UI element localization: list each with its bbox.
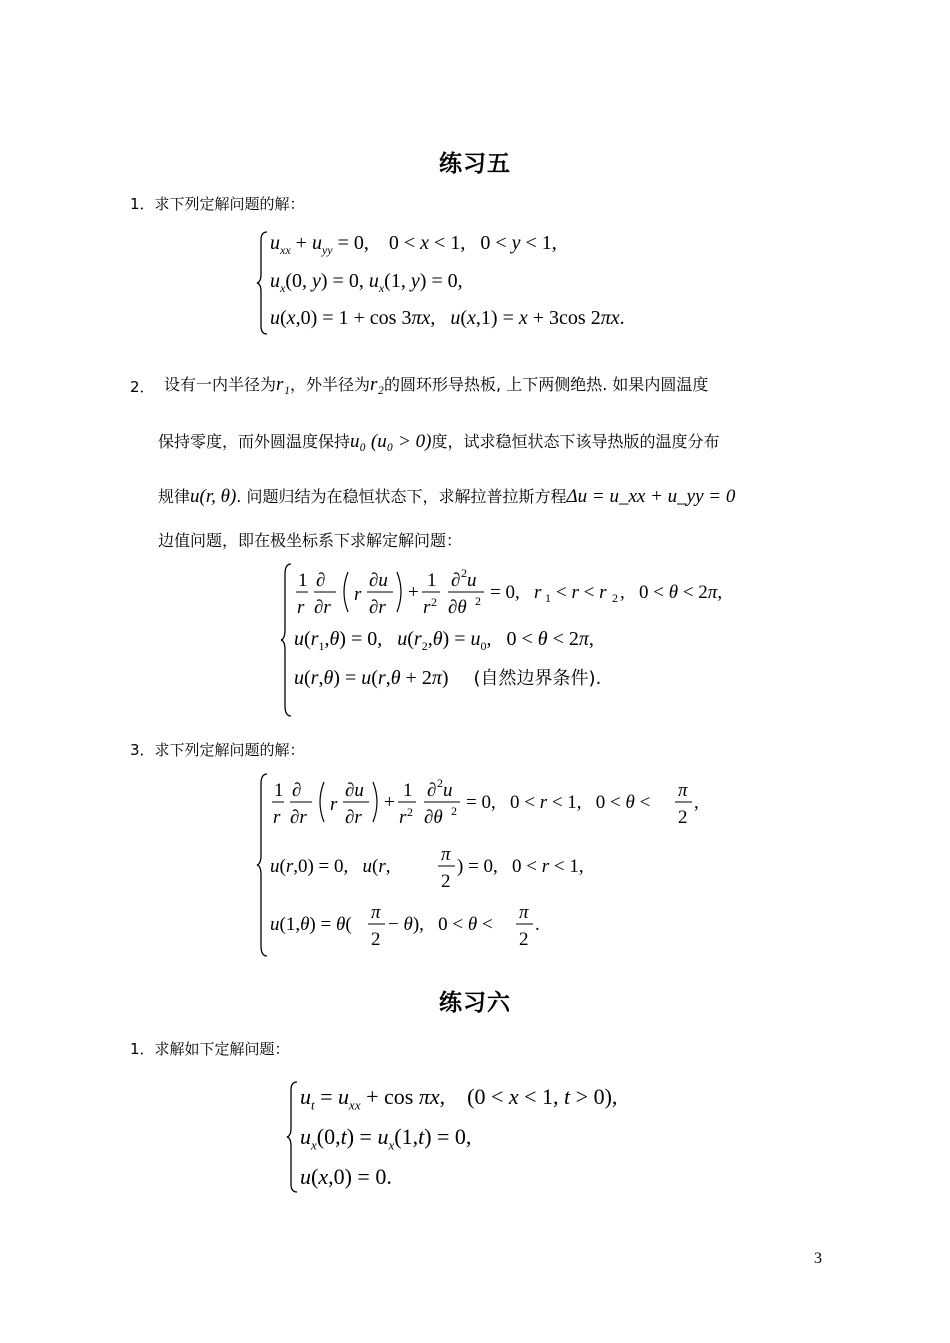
svg-text:∂r: ∂r bbox=[345, 807, 362, 828]
problem-number: 1．求解如下定解问题： bbox=[130, 1040, 290, 1058]
equation-system bbox=[256, 770, 736, 960]
svg-text:∂: ∂ bbox=[451, 570, 461, 591]
svg-text:1: 1 bbox=[545, 591, 551, 605]
svg-text:∂: ∂ bbox=[427, 780, 437, 801]
svg-text:1: 1 bbox=[274, 780, 284, 801]
svg-text:∂r: ∂r bbox=[290, 807, 307, 828]
svg-text:) = 0, 0 < r < 1,: ) = 0, 0 < r < 1, bbox=[457, 856, 584, 877]
equation-system bbox=[256, 228, 716, 338]
equation-line: u(x,0) = 1 + cos 3πx, u(x,1) = x + 3cos 2πx. bbox=[270, 307, 625, 329]
svg-text:1: 1 bbox=[427, 570, 437, 591]
problem-text: 求下列定解问题的解： bbox=[154, 741, 305, 759]
svg-text:2: 2 bbox=[612, 591, 618, 605]
svg-text:< r < r: < r < r bbox=[556, 582, 607, 603]
left-brace-icon bbox=[256, 228, 270, 338]
problem-number: 1．求下列定解问题的解： bbox=[130, 195, 305, 213]
svg-text:2: 2 bbox=[475, 594, 481, 608]
equation-line bbox=[270, 844, 670, 894]
section-title-6: 练习六 bbox=[439, 990, 511, 1016]
laplace-polar-equation bbox=[270, 774, 730, 832]
svg-text:∂: ∂ bbox=[316, 570, 326, 591]
svg-text:,: , bbox=[694, 792, 699, 813]
svg-text:2: 2 bbox=[519, 929, 529, 950]
page-number: 3 bbox=[814, 1250, 822, 1267]
svg-text:r: r bbox=[423, 597, 431, 618]
problem-text-line: 保持零度，而外圆温度保持u₀ (u₀ > 0)度，试求稳恒状态下该导热版的温度分布 bbox=[158, 431, 720, 452]
svg-text:.: . bbox=[535, 914, 540, 935]
equation-line bbox=[270, 902, 670, 952]
equation-line: $u_x(0,t) = u_x(1,t) = 0$, bbox=[300, 1124, 472, 1153]
left-brace-icon bbox=[286, 1078, 300, 1196]
svg-text:r: r bbox=[273, 807, 281, 828]
svg-text:1: 1 bbox=[298, 570, 308, 591]
equation-line: $u_{xx} + u_{yy} = 0$, 0 < x < 1, 0 < y < 1, bbox=[270, 232, 557, 257]
problem-text-line: 设有一内半径为r₁，外半径为r₂的圆环形导热板, 上下两侧绝热. 如果内圆温度 bbox=[164, 374, 709, 395]
svg-text:r: r bbox=[330, 794, 338, 815]
svg-text:r: r bbox=[354, 584, 362, 605]
svg-text:u(1,θ) = θ(: u(1,θ) = θ( bbox=[270, 914, 352, 935]
svg-text:+: + bbox=[384, 792, 395, 813]
equation-line: $u_x(0$, y) = 0, $u_x(1$, y) = 0, bbox=[270, 270, 463, 295]
svg-text:π: π bbox=[678, 780, 688, 801]
svg-text:2: 2 bbox=[678, 807, 688, 828]
boundary-equation bbox=[270, 844, 670, 894]
problem-text: 求解如下定解问题： bbox=[154, 1040, 290, 1058]
svg-text:∂r: ∂r bbox=[369, 597, 386, 618]
equation-line bbox=[294, 564, 754, 618]
svg-text:+: + bbox=[408, 582, 419, 603]
svg-text:2: 2 bbox=[407, 805, 413, 819]
left-brace-icon bbox=[280, 560, 294, 720]
problem-text-line: 边值问题，即在极坐标系下求解定解问题： bbox=[158, 531, 463, 550]
equation-line: u(r,θ) = u(r,θ + 2π) (自然边界条件). bbox=[294, 667, 602, 689]
svg-text:∂u: ∂u bbox=[345, 780, 364, 801]
left-brace-icon bbox=[256, 770, 270, 960]
equation-system bbox=[280, 560, 760, 720]
svg-text:, 0 < θ < 2π,: , 0 < θ < 2π, bbox=[620, 582, 723, 603]
problem-number: 2． bbox=[130, 378, 155, 396]
svg-text:π: π bbox=[371, 902, 381, 923]
boundary-equation bbox=[270, 902, 670, 952]
svg-text:1: 1 bbox=[403, 780, 413, 801]
svg-text:π: π bbox=[519, 902, 529, 923]
svg-text:= 0, r: = 0, r bbox=[490, 582, 542, 603]
svg-text:2: 2 bbox=[371, 929, 381, 950]
equation-line: u(x,0) = 0. bbox=[300, 1164, 392, 1189]
svg-text:2: 2 bbox=[461, 566, 467, 580]
svg-text:2: 2 bbox=[441, 871, 451, 892]
svg-text:∂: ∂ bbox=[292, 780, 302, 801]
problem-text: 求下列定解问题的解： bbox=[154, 195, 305, 213]
svg-text:r: r bbox=[297, 597, 305, 618]
problem-text-line: 规律u(r, θ). 问题归结为在稳恒状态下，求解拉普拉斯方程Δu = u_xx + u_yy = 0 bbox=[158, 486, 736, 507]
laplace-polar-equation bbox=[294, 564, 754, 620]
equation-line bbox=[270, 774, 730, 830]
svg-text:r: r bbox=[399, 807, 407, 828]
svg-text:π: π bbox=[441, 844, 451, 865]
equation-line: $u_t = u_{xx} + \cos \pi x$, (0 < x < 1, t > 0), bbox=[300, 1084, 618, 1113]
svg-text:∂u: ∂u bbox=[369, 570, 388, 591]
problem-number: 3．求下列定解问题的解： bbox=[130, 741, 305, 759]
svg-text:= 0, 0 < r < 1, 0 < θ <: = 0, 0 < r < 1, 0 < θ < bbox=[466, 792, 651, 813]
svg-text:2: 2 bbox=[431, 595, 437, 609]
svg-text:u: u bbox=[443, 780, 453, 801]
svg-text:2: 2 bbox=[437, 776, 443, 790]
equation-line: $u(r_1,\theta) = 0$, $u(r_2,\theta) = u_0$, 0 < θ < 2π, bbox=[294, 628, 594, 653]
svg-text:u(r,0) = 0, u(r,: u(r,0) = 0, u(r, bbox=[270, 856, 391, 877]
svg-text:∂θ: ∂θ bbox=[424, 807, 443, 828]
natural-boundary-note: (自然边界条件). bbox=[473, 668, 602, 689]
svg-text:− θ), 0 < θ <: − θ), 0 < θ < bbox=[388, 914, 493, 935]
svg-text:2: 2 bbox=[451, 804, 457, 818]
svg-text:∂r: ∂r bbox=[314, 597, 331, 618]
svg-text:∂θ: ∂θ bbox=[448, 597, 467, 618]
svg-text:u: u bbox=[467, 570, 477, 591]
equation-system bbox=[286, 1078, 706, 1196]
section-title-5: 练习五 bbox=[439, 151, 511, 177]
